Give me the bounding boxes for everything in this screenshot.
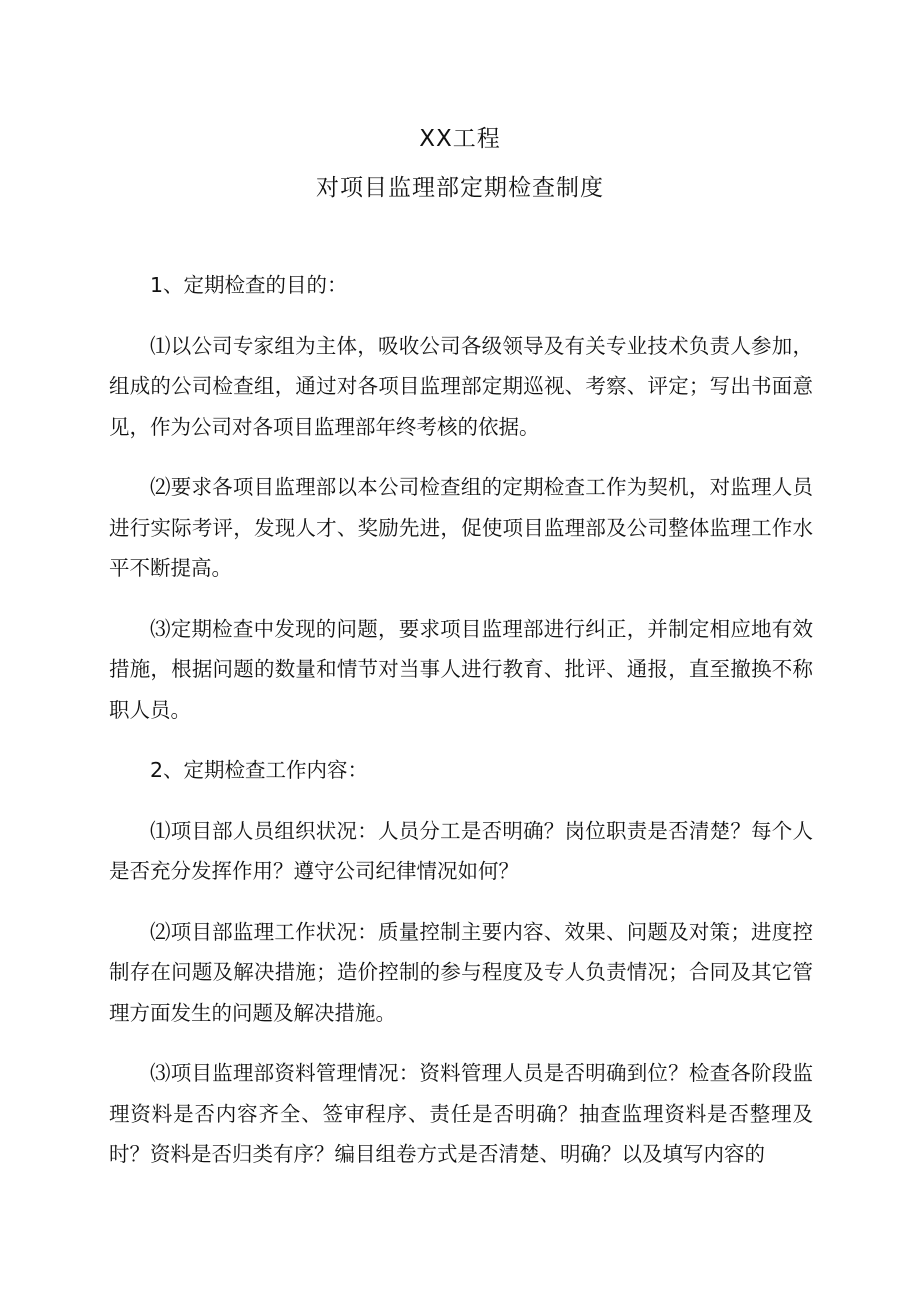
section-heading-purpose: 1、定期检查的目的： <box>150 273 348 297</box>
paragraph-content-3: ⑶项目监理部资料管理情况：资料管理人员是否明确到位？检查各阶段监理资料是否内容齐全、签审程序、责任是否明确？抽查监理资料是否整理及时？资料是否归类有序？编目组卷方式是否清楚、明确？以及填写内容的 <box>109 1061 813 1166</box>
paragraph-purpose-2: ⑵要求各项目监理部以本公司检查组的定期检查工作为契机，对监理人员进行实际考评，发现人才、奖励先进，促使项目监理部及公司整体监理工作水平不断提高。 <box>109 475 813 580</box>
paragraph-purpose-1: ⑴以公司专家组为主体，吸收公司各级领导及有关专业技术负责人参加，组成的公司检查组，通过对各项目监理部定期巡视、考察、评定；写出书面意见，作为公司对各项目监理部年终考核的依据。 <box>109 333 813 439</box>
section-heading-content: 2、定期检查工作内容： <box>150 758 369 782</box>
paragraph-content-2: ⑵项目部监理工作状况：质量控制主要内容、效果、问题及对策；进度控制存在问题及解决措施；造价控制的参与程度及专人负责情况；合同及其它管理方面发生的问题及解决措施。 <box>109 919 813 1025</box>
document-body <box>109 265 813 1175</box>
paragraph-purpose-3: ⑶定期检查中发现的问题，要求项目监理部进行纠正，并制定相应地有效措施，根据问题的数量和情节对当事人进行教育、批评、通报，直至撤换不称职人员。 <box>109 616 813 722</box>
document-title-regulation: 对项目监理部定期检查制度 <box>316 175 604 201</box>
paragraph-content-1: ⑴项目部人员组织状况：人员分工是否明确？岗位职责是否清楚？每个人是否充分发挥作用？遵守公司纪律情况如何？ <box>109 818 813 883</box>
document-title-project: XX工程 <box>419 126 501 152</box>
